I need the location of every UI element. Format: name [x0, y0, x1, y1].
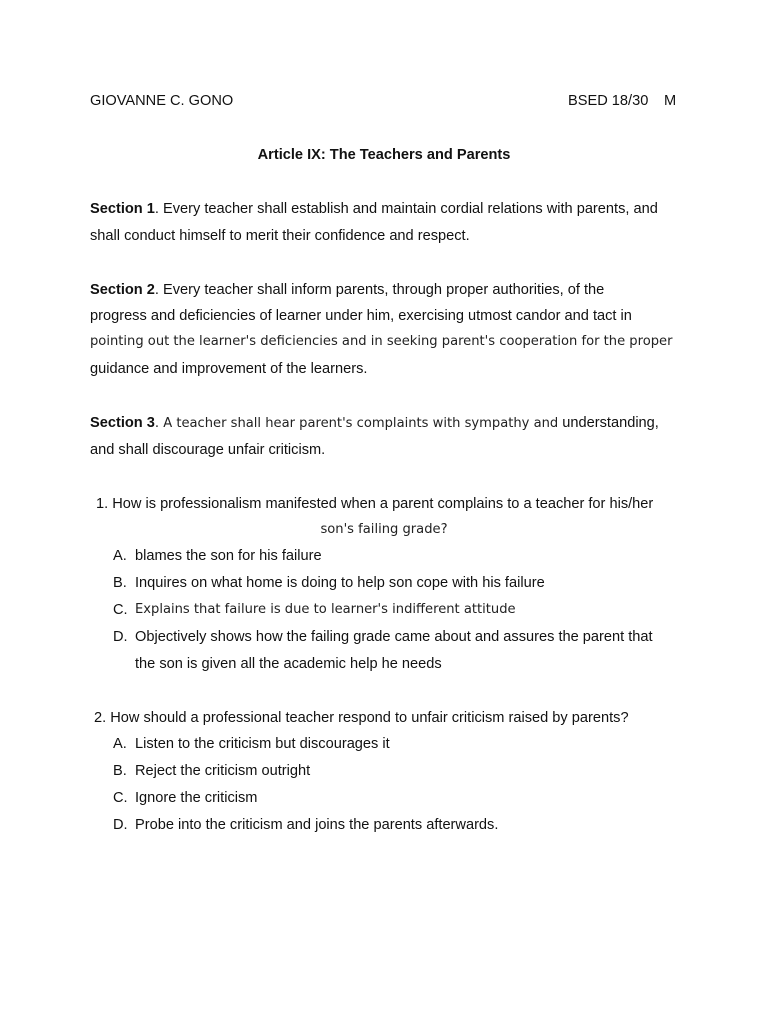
q2-option-b-letter: B.: [113, 763, 127, 779]
q1-option-c-text: Explains that failure is due to learner's indifferent attitude: [135, 602, 516, 617]
question-1-text: 1. How is professionalism manifested when a parent complains to a teacher for his/her: [96, 496, 654, 512]
q2-option-c-text: Ignore the criticism: [135, 790, 258, 806]
section-2-line-3: pointing out the learner's deficiencies and in seeking parent's cooperation for the proper: [90, 334, 673, 349]
q2-option-d-letter: D.: [113, 817, 128, 833]
section-code: M: [664, 93, 677, 109]
page-title: Article IX: The Teachers and Parents: [257, 147, 511, 163]
q1-option-b-text: Inquires on what home is doing to help son cope with his failure: [135, 575, 545, 591]
q1-option-a-letter: A.: [113, 548, 127, 564]
section-2-text: . Every teacher shall inform parents, through proper authorities, of the: [154, 282, 605, 298]
section-2-label: Section 2: [90, 282, 155, 298]
section-3-line-2: and shall discourage unfair criticism.: [90, 442, 326, 458]
section-1-text: . Every teacher shall establish and maintain cordial relations with parents, and: [154, 201, 658, 217]
section-1-line-1: [90, 200, 658, 218]
q1-option-d-text: Objectively shows how the failing grade came about and assures the parent that: [135, 629, 653, 645]
section-2-line-1: [90, 281, 604, 299]
course-info: BSED 18/30: [568, 93, 649, 109]
section-3-text-b: understanding,: [558, 415, 659, 431]
q2-option-c-letter: C.: [113, 790, 128, 806]
question-1-text-cont: son's failing grade?: [320, 522, 448, 537]
student-name: GIOVANNE C. GONO: [90, 93, 234, 109]
section-2-line-2: progress and deficiencies of learner under him, exercising utmost candor and tact in: [90, 308, 632, 324]
q2-option-b-text: Reject the criticism outright: [135, 763, 311, 779]
q2-option-a-text: Listen to the criticism but discourages it: [135, 736, 390, 752]
q1-option-a-text: blames the son for his failure: [135, 548, 322, 564]
section-1-label: Section 1: [90, 201, 155, 217]
section-3-line-1: [90, 414, 659, 433]
q2-option-d-text: Probe into the criticism and joins the parents afterwards.: [135, 817, 499, 833]
q1-option-d-text-cont: the son is given all the academic help he needs: [135, 656, 442, 672]
q2-option-a-letter: A.: [113, 736, 127, 752]
q1-option-c-letter: C.: [113, 602, 128, 618]
q1-option-d-letter: D.: [113, 629, 128, 645]
section-2-line-4: guidance and improvement of the learners.: [90, 361, 368, 377]
section-3-label: Section 3: [90, 415, 155, 431]
section-1-line-2: shall conduct himself to merit their confidence and respect.: [90, 228, 470, 244]
section-3-text-a: . A teacher shall hear parent's complaints with sympathy and: [154, 416, 559, 431]
q1-option-b-letter: B.: [113, 575, 127, 591]
question-2-text: 2. How should a professional teacher respond to unfair criticism raised by parents?: [94, 710, 629, 726]
